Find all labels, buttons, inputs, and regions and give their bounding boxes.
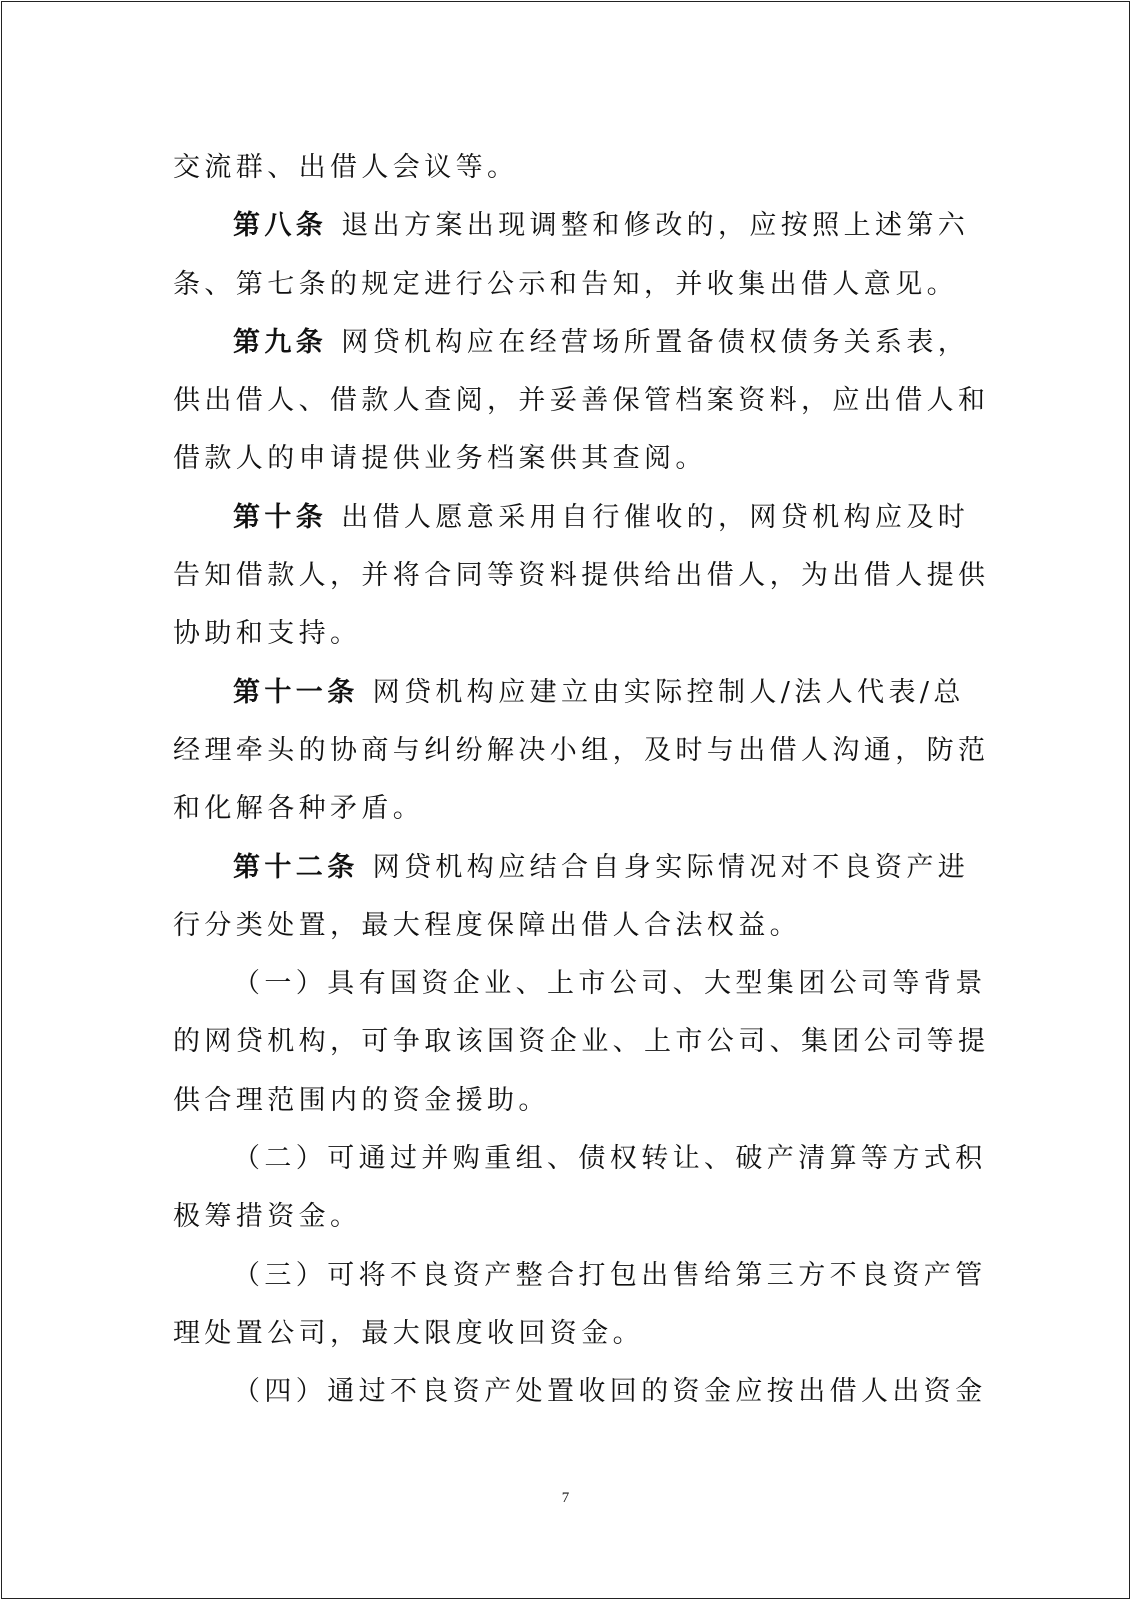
article-heading: 第九条 xyxy=(233,326,328,358)
text-line: 告知借款人，并将合同等资料提供给出借人，为出借人提供 xyxy=(173,560,990,592)
item-3-line: （三）可将不良资产整合打包出售给第三方不良资产管 xyxy=(233,1259,987,1291)
article-8-line xyxy=(173,197,970,255)
article-heading: 第十条 xyxy=(233,501,328,533)
article-text: 出借人愿意采用自行催收的，网贷机构应及时 xyxy=(341,501,970,533)
article-heading: 第十一条 xyxy=(233,676,359,708)
article-text: 网贷机构应建立由实际控制人/法人代表/总 xyxy=(372,676,965,708)
text-line: 行分类处置，最大程度保障出借人合法权益。 xyxy=(173,909,801,941)
text-line: 借款人的申请提供业务档案供其查阅。 xyxy=(173,443,707,475)
text-line: 条、第七条的规定进行公示和告知，并收集出借人意见。 xyxy=(173,268,958,300)
article-12-line xyxy=(173,839,970,897)
article-heading: 第八条 xyxy=(233,210,328,242)
article-text: 网贷机构应结合自身实际情况对不良资产进 xyxy=(372,851,970,883)
item-4-line: （四）通过不良资产处置收回的资金应按出借人出资金 xyxy=(233,1376,987,1408)
article-11-line xyxy=(173,664,963,722)
text-line: 供出借人、借款人查阅，并妥善保管档案资料，应出借人和 xyxy=(173,385,990,417)
article-9-line xyxy=(173,314,970,372)
document-page xyxy=(1,1,1130,1599)
text-line: 理处置公司，最大限度收回资金。 xyxy=(173,1317,644,1349)
text-line: 和化解各种矛盾。 xyxy=(173,793,425,825)
article-text: 网贷机构应在经营场所置备债权债务关系表， xyxy=(341,326,970,358)
article-10-line xyxy=(173,489,970,547)
article-heading: 第十二条 xyxy=(233,851,359,883)
text-line: 经理牵头的协商与纠纷解决小组，及时与出借人沟通，防范 xyxy=(173,734,990,766)
text-line: 极筹措资金。 xyxy=(173,1201,362,1233)
page-number: 7 xyxy=(561,1490,570,1506)
item-2-line: （二）可通过并购重组、债权转让、破产清算等方式积 xyxy=(233,1143,987,1175)
text-line: 交流群、出借人会议等。 xyxy=(173,152,519,183)
text-line: 的网贷机构，可争取该国资企业、上市公司、集团公司等提 xyxy=(173,1026,990,1058)
text-line: 协助和支持。 xyxy=(173,618,362,650)
article-text: 退出方案出现调整和修改的，应按照上述第六 xyxy=(341,210,970,242)
text-line: 供合理范围内的资金援助。 xyxy=(173,1084,550,1116)
item-1-line: （一）具有国资企业、上市公司、大型集团公司等背景 xyxy=(233,968,987,1000)
document-body xyxy=(173,139,990,1422)
